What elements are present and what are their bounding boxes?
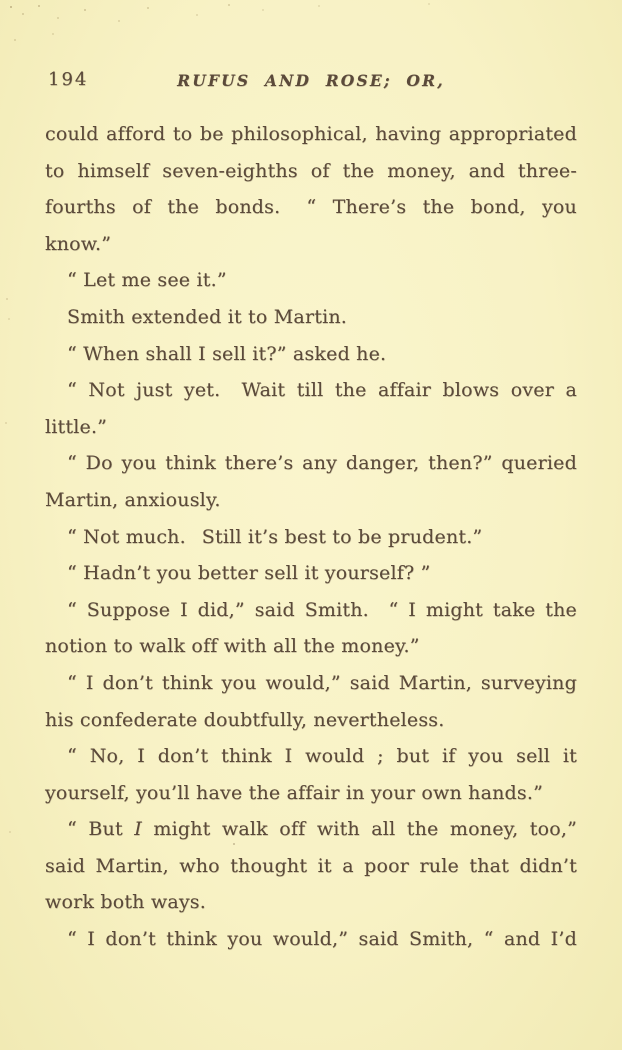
text-line: “ I don’t think you would,” said Smith, “ and I’d [67,928,577,951]
running-head [0,68,622,94]
page-number: 194 [48,69,89,90]
paragraph [45,811,577,921]
paragraph [45,555,577,592]
text-line: “ When shall I sell it?” asked he. [67,342,387,365]
paragraph [45,519,577,556]
paragraph [45,116,577,262]
paragraph [45,336,577,373]
text-line: his confederate doubtfully, nevertheless. [45,708,445,731]
text-line: could afford to be philosophical, having appropriated [45,123,577,145]
text-line: “ Not just yet. Wait till the affair blows over a [67,379,577,402]
running-header-title: RUFUS AND ROSE; OR, [177,71,445,90]
text-line: work both ways. [45,891,206,914]
text-line: yourself, you’ll have the affair in your own hands.” [45,781,544,804]
text-line: know.” [45,232,112,255]
paragraph [45,299,577,336]
text-line: “ Not much. Still it’s best to be prudent.” [67,525,483,548]
text-line: said Martin, who thought it a poor rule that didn’t [45,854,577,877]
paragraph [45,592,577,665]
text-line: “ Let me see it.” [67,269,227,292]
text-line: “ I don’t think you would,” said Martin, surveying [67,671,577,694]
paragraph [45,445,577,518]
text-line: little.” [45,415,108,438]
text-line: “ Hadn’t you better sell it yourself? ” [67,562,431,585]
paragraph [45,921,577,958]
text-line: Smith extended it to Martin. [67,305,348,328]
paragraph [45,665,577,738]
text-line: “ Suppose I did,” said Smith. “ I might take the [67,598,577,621]
paragraph [45,372,577,445]
page-text [45,116,577,958]
text-line: “ Do you think there’s any danger, then?” queried [67,452,577,475]
paragraph [45,262,577,299]
text-line: “ But I might walk off with all the money, too,” [67,818,577,841]
text-line: Martin, anxiously. [45,488,221,511]
paragraph [45,738,577,811]
text-line: fourths of the bonds. “ There’s the bond, you [45,196,577,219]
scan-dust-specks [0,0,2,2]
text-line: notion to walk off with all the money.” [45,635,420,658]
text-line: “ No, I don’t think I would ; but if you sell it [67,745,577,768]
text-line: to himself seven-eighths of the money, and three- [45,159,577,182]
